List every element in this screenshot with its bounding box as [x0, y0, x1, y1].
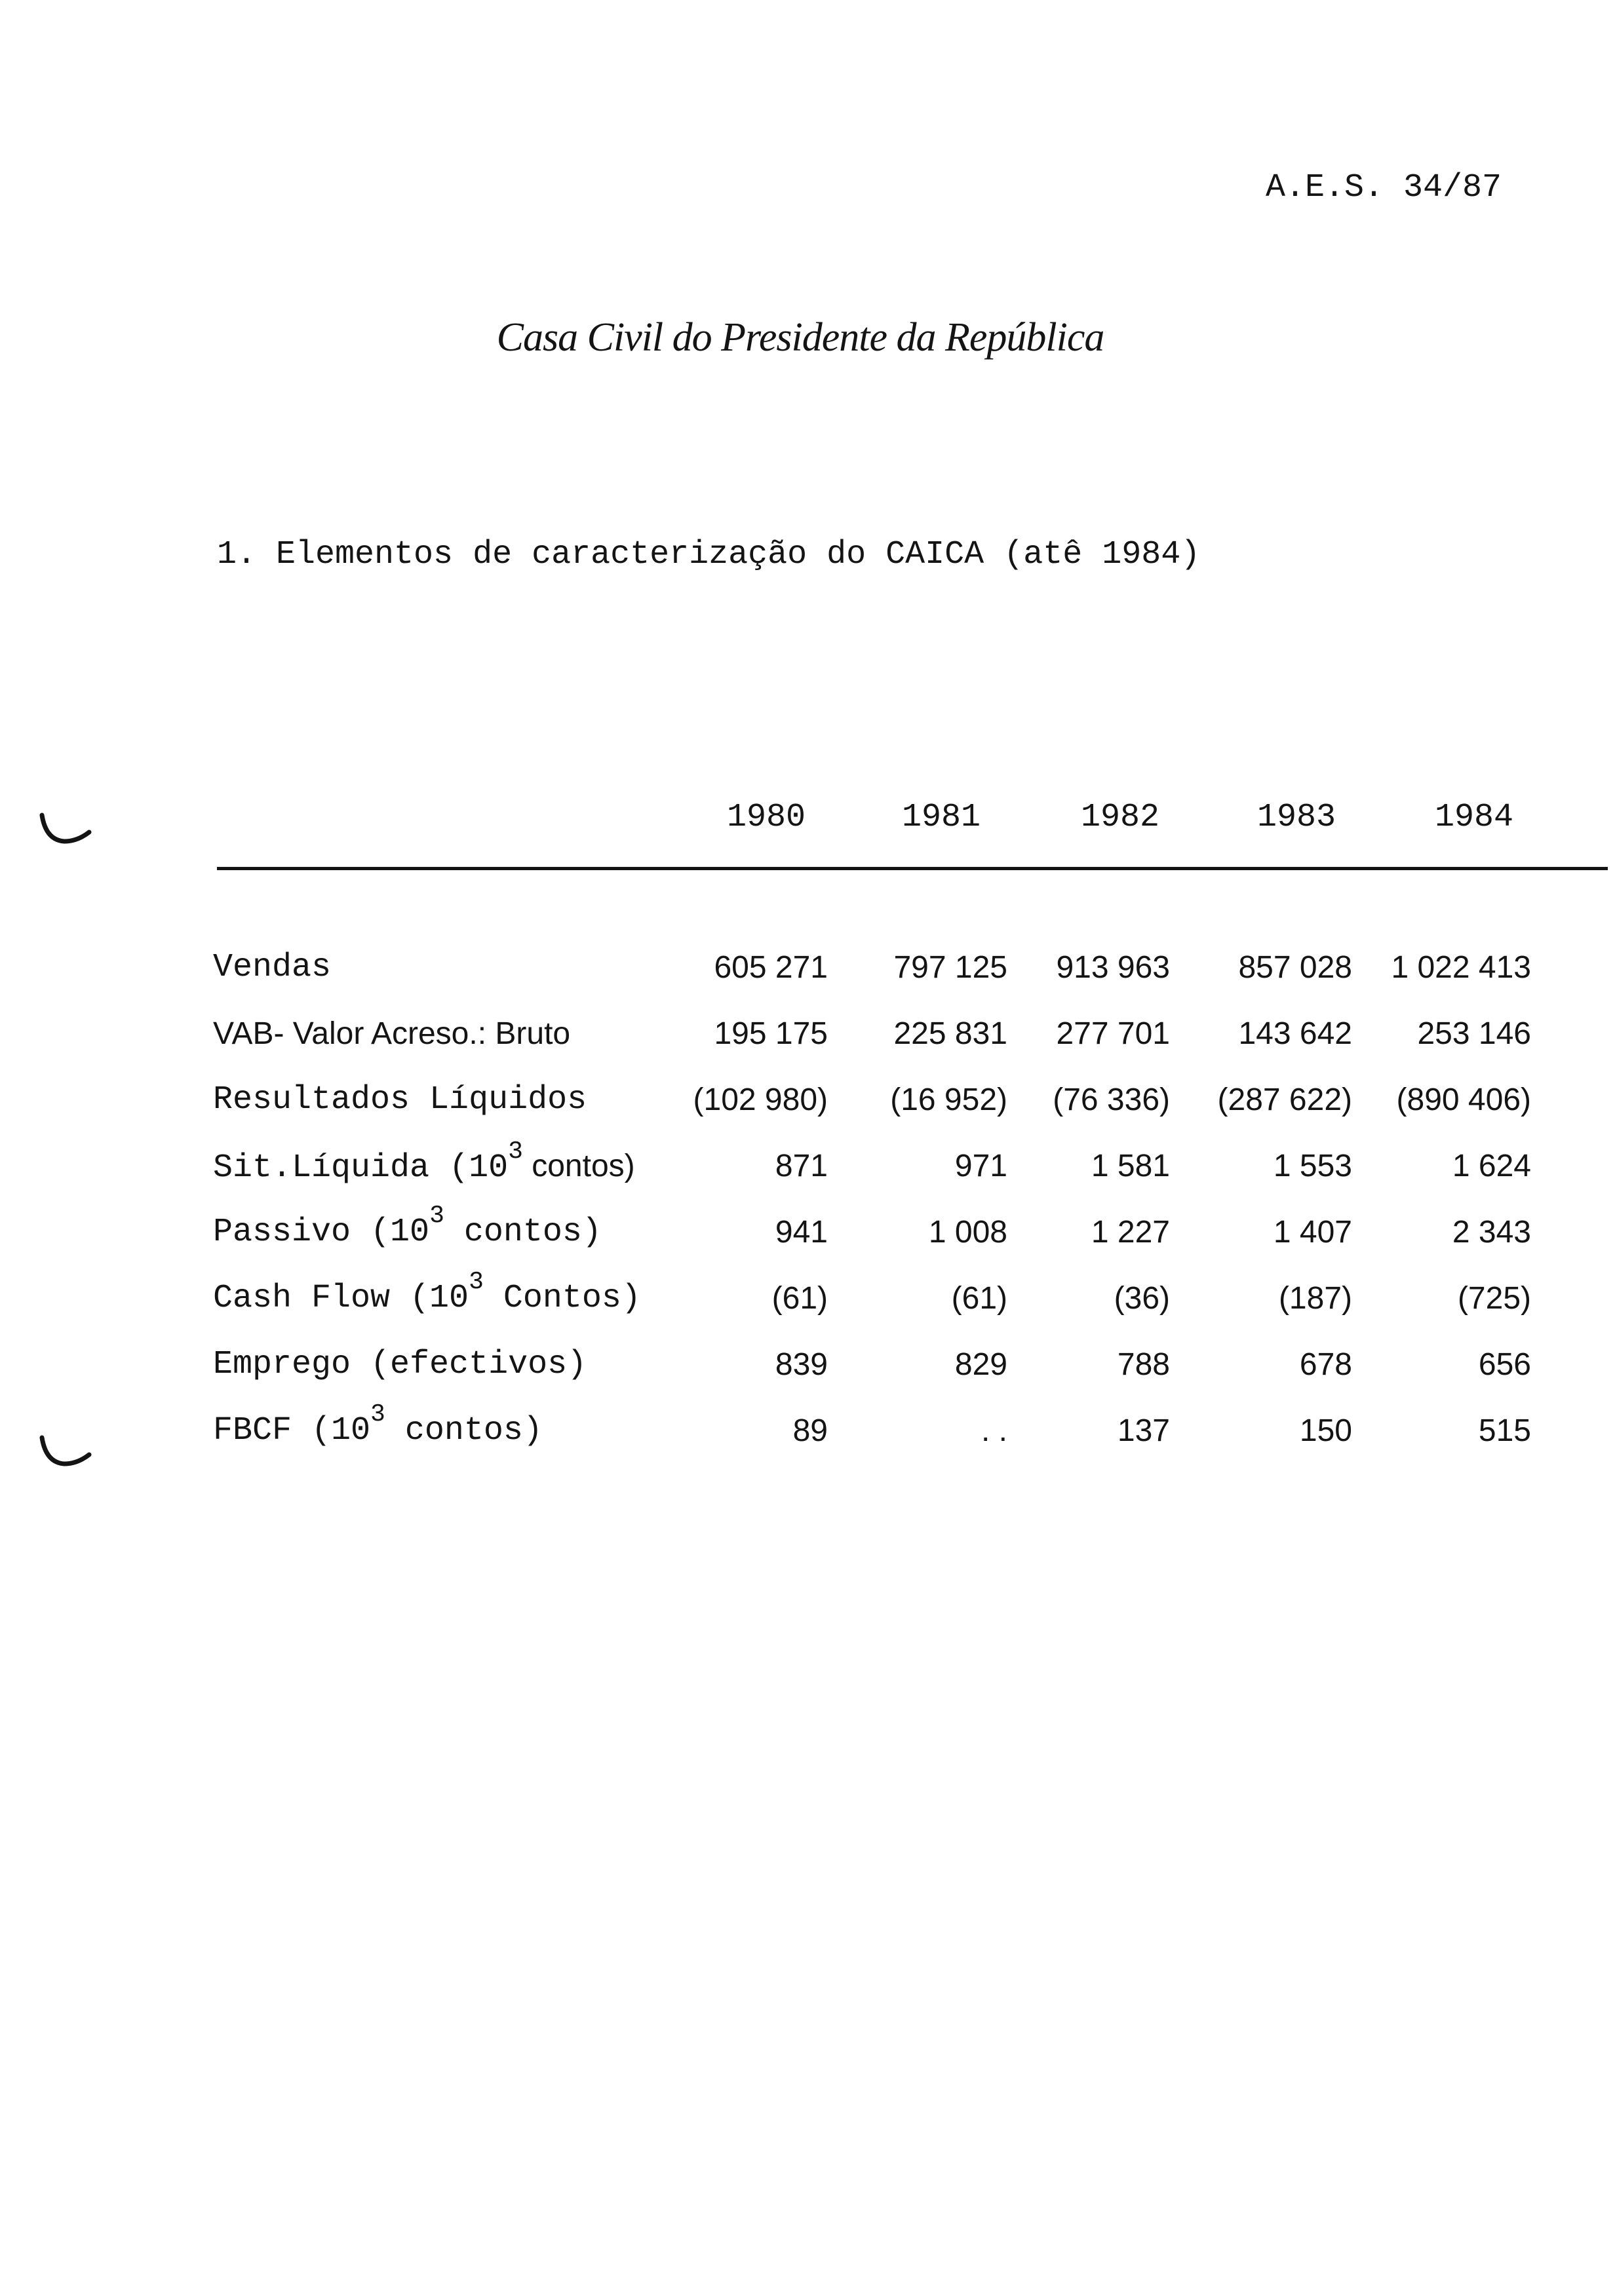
row-label [213, 1398, 543, 1464]
table-cell: 195 175 [714, 1016, 828, 1051]
row-label-unit: Contos) [483, 1280, 641, 1317]
section-heading: 1. Elementos de caracterização do CAICA (atê 1984) [217, 536, 1201, 573]
table-cell: 277 701 [1056, 1016, 1170, 1051]
row-label-unit: contos) [522, 1149, 635, 1183]
table-cell: 839 [775, 1347, 828, 1382]
row-label [213, 1265, 641, 1331]
column-header-year: 1982 [1080, 799, 1160, 836]
row-label: Emprego (efectivos) [213, 1346, 587, 1383]
column-header-year: 1981 [901, 799, 981, 836]
tick-mark-icon [38, 810, 93, 849]
table-cell: (61) [951, 1281, 1007, 1316]
table-cell: (102 980) [693, 1082, 828, 1117]
row-label: VAB- Valor Acreso.: Bruto [213, 1016, 571, 1051]
table-cell: 2 343 [1452, 1215, 1531, 1250]
table-cell: 788 [1117, 1347, 1170, 1382]
table-cell: 941 [775, 1215, 828, 1250]
table-cell: 1 407 [1273, 1215, 1352, 1250]
unit-exponent: 3 [429, 1202, 444, 1230]
table-row [0, 1001, 1615, 1067]
table-cell: (187) [1278, 1281, 1352, 1316]
row-label-unit: contos) [444, 1214, 602, 1251]
table-cell: 137 [1117, 1413, 1170, 1448]
row-label [213, 1199, 602, 1265]
table-cell: 515 [1478, 1413, 1531, 1448]
unit-exponent: 3 [469, 1268, 484, 1296]
document-reference: A.E.S. 34/87 [1266, 169, 1502, 206]
table-cell: 1 581 [1091, 1149, 1170, 1183]
table-cell: 150 [1299, 1413, 1352, 1448]
table-cell: (890 406) [1396, 1082, 1531, 1117]
unit-exponent: 3 [508, 1138, 523, 1166]
table-cell: . . [981, 1413, 1007, 1448]
table-cell: 225 831 [893, 1016, 1007, 1051]
table-cell: (725) [1457, 1281, 1531, 1316]
row-label-text: Cash Flow (10 [213, 1280, 469, 1317]
table-cell: 797 125 [893, 950, 1007, 985]
table-cell: 143 642 [1238, 1016, 1352, 1051]
letterhead: Casa Civil do Presidente da República [496, 315, 1104, 360]
column-header-year: 1980 [726, 799, 806, 836]
table-cell: (76 336) [1053, 1082, 1170, 1117]
table-row [0, 1265, 1615, 1331]
row-label-text: FBCF (10 [213, 1412, 371, 1449]
unit-exponent: 3 [370, 1400, 385, 1428]
row-label-text: Passivo (10 [213, 1214, 430, 1251]
table-cell: 678 [1299, 1347, 1352, 1382]
table-row [0, 1398, 1615, 1464]
table-cell: 1 022 413 [1391, 950, 1531, 985]
row-label: Resultados Líquidos [213, 1081, 587, 1119]
table-cell: 857 028 [1238, 950, 1352, 985]
table-row [0, 1133, 1615, 1199]
data-table [0, 934, 1615, 1464]
table-cell: 871 [775, 1149, 828, 1183]
table-cell: (16 952) [890, 1082, 1007, 1117]
table-cell: (36) [1114, 1281, 1170, 1316]
table-row [0, 934, 1615, 1001]
row-label-unit: contos) [385, 1412, 543, 1449]
table-cell: 656 [1478, 1347, 1531, 1382]
table-cell: 913 963 [1056, 950, 1170, 985]
table-cell: 89 [792, 1413, 828, 1448]
header-rule [217, 867, 1608, 870]
table-cell: 1 624 [1452, 1149, 1531, 1183]
table-cell: (287 622) [1217, 1082, 1352, 1117]
table-row [0, 1331, 1615, 1398]
table-cell: 1 008 [928, 1215, 1007, 1250]
table-cell: 971 [954, 1149, 1007, 1183]
table-row [0, 1067, 1615, 1133]
row-label [213, 1133, 635, 1201]
column-header-year: 1984 [1434, 799, 1514, 836]
table-cell: 253 146 [1417, 1016, 1531, 1051]
column-header-year: 1983 [1256, 799, 1336, 836]
table-row [0, 1199, 1615, 1265]
table-cell: 829 [954, 1347, 1007, 1382]
row-label-text: Sit.Líquida (10 [213, 1149, 509, 1187]
table-cell: 1 553 [1273, 1149, 1352, 1183]
row-label: Vendas [213, 949, 332, 986]
table-cell: (61) [771, 1281, 828, 1316]
table-cell: 605 271 [714, 950, 828, 985]
table-cell: 1 227 [1091, 1215, 1170, 1250]
